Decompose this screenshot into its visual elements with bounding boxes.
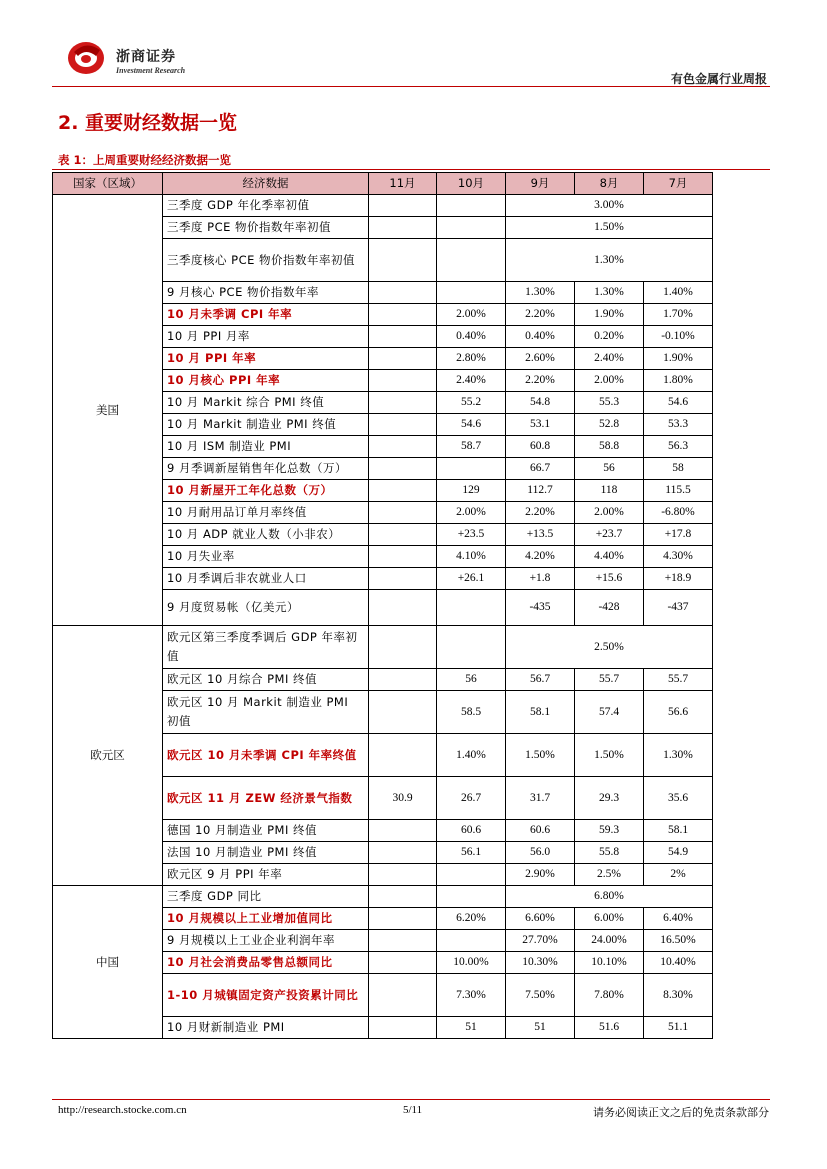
merged-value: 3.00% [506, 195, 713, 217]
value-cell [369, 524, 437, 546]
report-type: 有色金属行业周报 [670, 72, 767, 86]
value-cell: 6.40% [644, 908, 713, 930]
indicator-label: 10 月规模以上工业增加值同比 [163, 908, 369, 930]
column-header: 8月 [575, 173, 644, 195]
value-cell: 60.6 [506, 820, 575, 842]
value-cell: 54.9 [644, 842, 713, 864]
value-cell: 56.3 [644, 436, 713, 458]
value-cell [369, 392, 437, 414]
indicator-label: 欧元区 10 月未季调 CPI 年率终值 [163, 734, 369, 777]
value-cell [437, 217, 506, 239]
value-cell [369, 304, 437, 326]
value-cell: 2.00% [575, 370, 644, 392]
value-cell [369, 480, 437, 502]
value-cell [369, 842, 437, 864]
value-cell: 51.1 [644, 1017, 713, 1039]
indicator-label: 10 月核心 PPI 年率 [163, 370, 369, 392]
country-cell: 美国 [53, 195, 163, 626]
value-cell: 8.30% [644, 974, 713, 1017]
value-cell: 57.4 [575, 691, 644, 734]
column-header: 10月 [437, 173, 506, 195]
indicator-label: 欧元区 9 月 PPI 年率 [163, 864, 369, 886]
column-header: 7月 [644, 173, 713, 195]
value-cell: 6.00% [575, 908, 644, 930]
value-cell [369, 239, 437, 282]
value-cell [437, 458, 506, 480]
value-cell: 59.3 [575, 820, 644, 842]
indicator-label: 欧元区 10 月 Markit 制造业 PMI 初值 [163, 691, 369, 734]
value-cell: 51.6 [575, 1017, 644, 1039]
value-cell: 58.5 [437, 691, 506, 734]
value-cell: 1.30% [644, 734, 713, 777]
value-cell: 1.30% [575, 282, 644, 304]
section-title: 2. 重要财经数据一览 [58, 112, 238, 134]
value-cell [437, 282, 506, 304]
table-header-row [53, 173, 713, 195]
value-cell [437, 864, 506, 886]
value-cell: 56.0 [506, 842, 575, 864]
indicator-label: 10 月季调后非农就业人口 [163, 568, 369, 590]
value-cell: 1.30% [506, 282, 575, 304]
page-number: 5/11 [403, 1104, 423, 1116]
value-cell: 58.1 [644, 820, 713, 842]
value-cell [437, 930, 506, 952]
country-cell: 欧元区 [53, 626, 163, 886]
value-cell [369, 626, 437, 669]
value-cell: 52.8 [575, 414, 644, 436]
indicator-label: 欧元区第三季度季调后 GDP 年率初值 [163, 626, 369, 669]
value-cell: 60.8 [506, 436, 575, 458]
value-cell: 51 [437, 1017, 506, 1039]
value-cell [369, 908, 437, 930]
value-cell: 10.10% [575, 952, 644, 974]
value-cell: 1.40% [437, 734, 506, 777]
economic-data-table [52, 172, 713, 1039]
value-cell: 55.8 [575, 842, 644, 864]
value-cell: 53.3 [644, 414, 713, 436]
indicator-label: 10 月未季调 CPI 年率 [163, 304, 369, 326]
value-cell: 58 [644, 458, 713, 480]
indicator-label: 10 月 Markit 制造业 PMI 终值 [163, 414, 369, 436]
merged-value: 1.50% [506, 217, 713, 239]
value-cell [369, 282, 437, 304]
value-cell: 1.50% [506, 734, 575, 777]
value-cell: 30.9 [369, 777, 437, 820]
value-cell: 51 [506, 1017, 575, 1039]
value-cell: 53.1 [506, 414, 575, 436]
value-cell: 55.7 [575, 669, 644, 691]
brand-name-en: Investment Research [116, 66, 186, 75]
indicator-label: 10 月失业率 [163, 546, 369, 568]
value-cell: -6.80% [644, 502, 713, 524]
footer-disclaimer: 请务必阅读正文之后的免责条款部分 [593, 1106, 769, 1119]
indicator-label: 10 月 ISM 制造业 PMI [163, 436, 369, 458]
value-cell: 56.7 [506, 669, 575, 691]
value-cell [369, 414, 437, 436]
value-cell: 16.50% [644, 930, 713, 952]
caption-divider [52, 169, 770, 170]
value-cell [369, 952, 437, 974]
value-cell: 2.00% [437, 502, 506, 524]
value-cell: 29.3 [575, 777, 644, 820]
value-cell: 55.7 [644, 669, 713, 691]
table-caption: 表 1：上周重要财经经济数据一览 [58, 153, 232, 167]
value-cell: -435 [506, 590, 575, 626]
value-cell: +15.6 [575, 568, 644, 590]
value-cell: 54.6 [437, 414, 506, 436]
country-cell: 中国 [53, 886, 163, 1039]
value-cell: 0.40% [506, 326, 575, 348]
value-cell: 1.70% [644, 304, 713, 326]
indicator-label: 三季度核心 PCE 物价指数年率初值 [163, 239, 369, 282]
indicator-label: 欧元区 11 月 ZEW 经济景气指数 [163, 777, 369, 820]
footer-divider [52, 1099, 770, 1100]
value-cell: 4.40% [575, 546, 644, 568]
value-cell: 6.20% [437, 908, 506, 930]
value-cell: -0.10% [644, 326, 713, 348]
value-cell: +23.5 [437, 524, 506, 546]
value-cell: 2.20% [506, 304, 575, 326]
value-cell: 31.7 [506, 777, 575, 820]
table-row [53, 626, 713, 669]
value-cell [369, 590, 437, 626]
value-cell: 112.7 [506, 480, 575, 502]
indicator-label: 10 月 Markit 综合 PMI 终值 [163, 392, 369, 414]
value-cell [369, 458, 437, 480]
value-cell: -437 [644, 590, 713, 626]
indicator-label: 9 月核心 PCE 物价指数年率 [163, 282, 369, 304]
value-cell: 4.30% [644, 546, 713, 568]
value-cell: 2.00% [575, 502, 644, 524]
value-cell: 2.20% [506, 370, 575, 392]
value-cell: +18.9 [644, 568, 713, 590]
brand-name-cn: 浙商证券 [116, 49, 176, 65]
indicator-label: 德国 10 月制造业 PMI 终值 [163, 820, 369, 842]
value-cell [369, 820, 437, 842]
footer-url[interactable]: http://research.stocke.com.cn [58, 1104, 187, 1116]
merged-value: 1.30% [506, 239, 713, 282]
indicator-label: 10 月社会消费品零售总额同比 [163, 952, 369, 974]
value-cell [369, 217, 437, 239]
indicator-label: 10 月新屋开工年化总数（万） [163, 480, 369, 502]
value-cell: 10.00% [437, 952, 506, 974]
value-cell: 56.6 [644, 691, 713, 734]
value-cell: 54.6 [644, 392, 713, 414]
table-row [53, 886, 713, 908]
value-cell [437, 195, 506, 217]
value-cell: 24.00% [575, 930, 644, 952]
value-cell [437, 590, 506, 626]
header-divider [52, 86, 770, 87]
indicator-label: 欧元区 10 月综合 PMI 终值 [163, 669, 369, 691]
table-row [53, 195, 713, 217]
value-cell [369, 691, 437, 734]
value-cell: 58.1 [506, 691, 575, 734]
indicator-label: 10 月财新制造业 PMI [163, 1017, 369, 1039]
value-cell [369, 974, 437, 1017]
value-cell [437, 626, 506, 669]
indicator-label: 三季度 GDP 年化季率初值 [163, 195, 369, 217]
value-cell: 26.7 [437, 777, 506, 820]
value-cell [369, 669, 437, 691]
value-cell [437, 239, 506, 282]
value-cell [369, 1017, 437, 1039]
value-cell: 2.5% [575, 864, 644, 886]
indicator-label: 三季度 PCE 物价指数年率初值 [163, 217, 369, 239]
value-cell: 58.7 [437, 436, 506, 458]
value-cell: 2.20% [506, 502, 575, 524]
value-cell [369, 436, 437, 458]
value-cell: 2.40% [575, 348, 644, 370]
value-cell: 54.8 [506, 392, 575, 414]
value-cell: 1.40% [644, 282, 713, 304]
indicator-label: 1-10 月城镇固定资产投资累计同比 [163, 974, 369, 1017]
value-cell [369, 864, 437, 886]
value-cell: 4.20% [506, 546, 575, 568]
value-cell: 10.40% [644, 952, 713, 974]
value-cell [369, 370, 437, 392]
value-cell: 66.7 [506, 458, 575, 480]
value-cell: 1.80% [644, 370, 713, 392]
value-cell [369, 502, 437, 524]
value-cell [369, 886, 437, 908]
value-cell: 56 [575, 458, 644, 480]
indicator-label: 9 月季调新屋销售年化总数（万） [163, 458, 369, 480]
value-cell: 27.70% [506, 930, 575, 952]
value-cell: 10.30% [506, 952, 575, 974]
column-header: 9月 [506, 173, 575, 195]
indicator-label: 9 月度贸易帐（亿美元） [163, 590, 369, 626]
value-cell: 1.90% [575, 304, 644, 326]
value-cell [437, 886, 506, 908]
value-cell: 6.60% [506, 908, 575, 930]
value-cell: 56.1 [437, 842, 506, 864]
value-cell [369, 348, 437, 370]
indicator-label: 10 月 ADP 就业人数（小非农） [163, 524, 369, 546]
value-cell: 55.3 [575, 392, 644, 414]
value-cell: 118 [575, 480, 644, 502]
value-cell: 7.30% [437, 974, 506, 1017]
value-cell [369, 326, 437, 348]
value-cell: 2.40% [437, 370, 506, 392]
value-cell [369, 568, 437, 590]
indicator-label: 法国 10 月制造业 PMI 终值 [163, 842, 369, 864]
value-cell: 7.50% [506, 974, 575, 1017]
value-cell: 0.20% [575, 326, 644, 348]
value-cell [369, 546, 437, 568]
column-header: 国家（区域） [53, 173, 163, 195]
indicator-label: 10 月耐用品订单月率终值 [163, 502, 369, 524]
value-cell: 2.90% [506, 864, 575, 886]
value-cell: 58.8 [575, 436, 644, 458]
value-cell: -428 [575, 590, 644, 626]
value-cell: +1.8 [506, 568, 575, 590]
value-cell: 7.80% [575, 974, 644, 1017]
value-cell: 56 [437, 669, 506, 691]
value-cell: +13.5 [506, 524, 575, 546]
value-cell: 129 [437, 480, 506, 502]
indicator-label: 10 月 PPI 年率 [163, 348, 369, 370]
value-cell: +26.1 [437, 568, 506, 590]
value-cell: 1.90% [644, 348, 713, 370]
merged-value: 6.80% [506, 886, 713, 908]
value-cell: 55.2 [437, 392, 506, 414]
value-cell: 2% [644, 864, 713, 886]
value-cell: 35.6 [644, 777, 713, 820]
indicator-label: 10 月 PPI 月率 [163, 326, 369, 348]
value-cell: 115.5 [644, 480, 713, 502]
value-cell: 60.6 [437, 820, 506, 842]
value-cell [369, 930, 437, 952]
value-cell: +17.8 [644, 524, 713, 546]
indicator-label: 9 月规模以上工业企业利润年率 [163, 930, 369, 952]
value-cell [369, 195, 437, 217]
value-cell: 1.50% [575, 734, 644, 777]
value-cell: 2.60% [506, 348, 575, 370]
value-cell: +23.7 [575, 524, 644, 546]
value-cell: 4.10% [437, 546, 506, 568]
value-cell [369, 734, 437, 777]
value-cell: 0.40% [437, 326, 506, 348]
indicator-label: 三季度 GDP 同比 [163, 886, 369, 908]
stock-logo-icon [66, 38, 106, 76]
value-cell: 2.80% [437, 348, 506, 370]
value-cell: 2.00% [437, 304, 506, 326]
column-header: 经济数据 [163, 173, 369, 195]
merged-value: 2.50% [506, 626, 713, 669]
column-header: 11月 [369, 173, 437, 195]
